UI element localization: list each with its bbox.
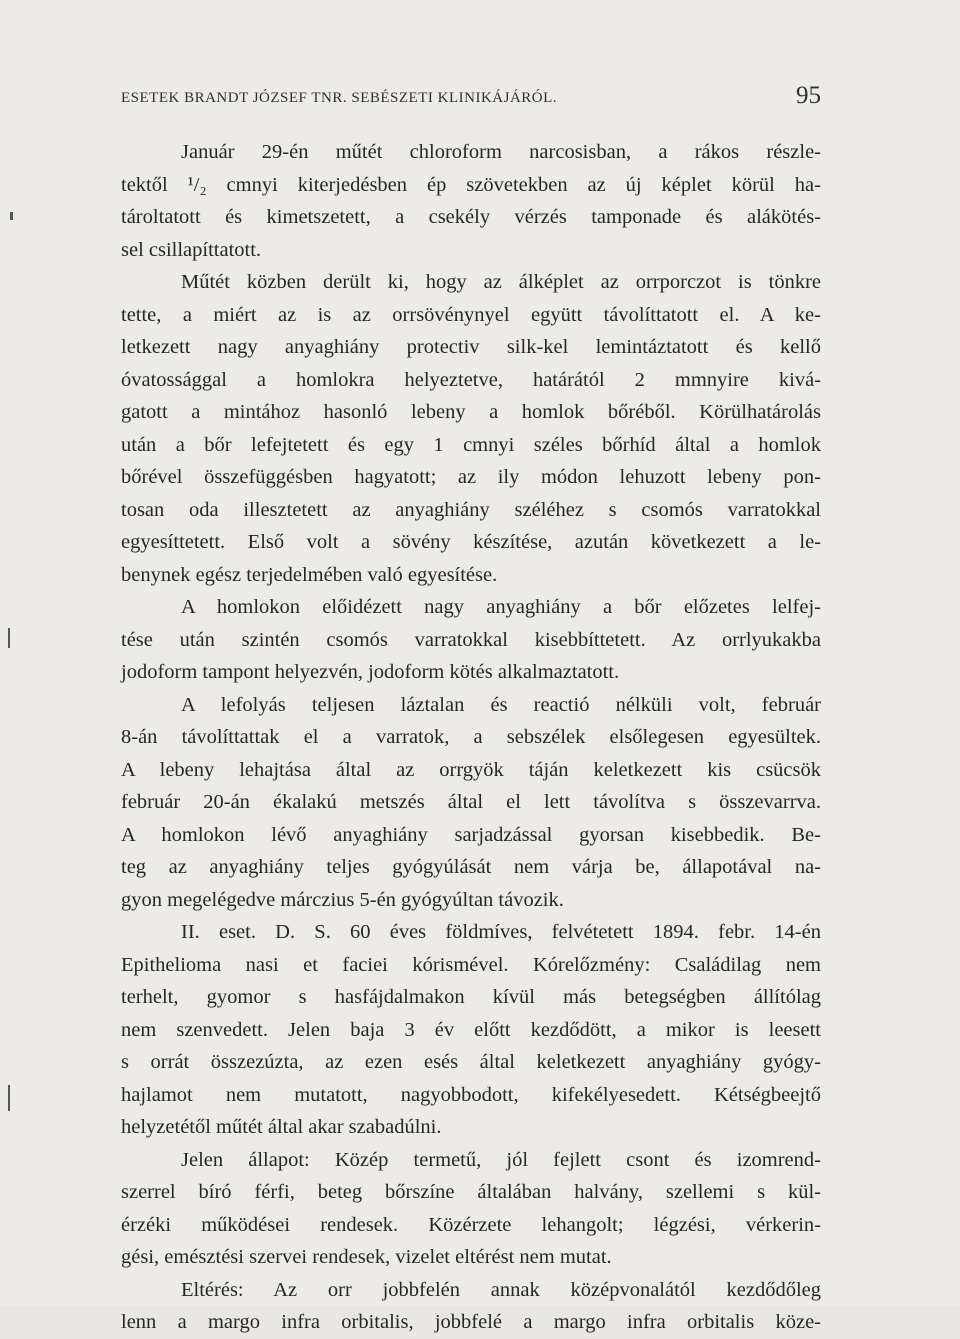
text-line: egyesíttetett. Első volt a sövény készítése, azután következett a le- [121,531,821,553]
text-line: s orrát összezúzta, az ezen esés által keletkezett anyaghiány gyógy- [121,1051,821,1073]
running-head: ESETEK BRANDT JÓZSEF TNR. SEBÉSZETI KLINIKÁJÁRÓL. [121,90,558,106]
text-line: után a bőr lefejtetett és egy 1 cmnyi széles bőrhíd által a homlok [121,433,821,456]
text-line: február 20-án ékalakú metszés által el lett távolítva s összevarrva. [121,791,821,813]
text-line: hajlamot nem mutatott, nagyobbodott, kifekélyesedett. Kétségbeejtő [121,1083,821,1106]
page-number: 95 [796,82,821,109]
text-line: gési, emésztési szervei rendesek, vizelet eltérést nem mutat. [121,1246,612,1268]
text-line: óvatossággal a homlokra helyeztetve, határától 2 mmnyire kivá- [121,368,821,391]
text-line: Műtét közben derült ki, hogy az álképlet az orrporczot is tönkre [181,271,821,293]
text-line: benynek egész terjedelmében való egyesítése. [121,563,498,586]
text-line: jodoform tampont helyezvén, jodoform kötés alkalmaztatott. [121,661,620,683]
text-line: helyzetétől műtét által akar szabadúlni. [121,1116,442,1138]
text-line: II. eset. D. S. 60 éves földmíves, felvétetett 1894. febr. 14-én [181,921,821,943]
text-line: sel csillapíttatott. [121,238,262,261]
text-line: érzéki működései rendesek. Közérzete lehangolt; légzési, vérkerin- [121,1213,821,1236]
text-line: Epithelioma nasi et faciei kórismével. Kórelőzmény: Családilag nem [121,953,821,976]
text-line: lenn a margo infra orbitalis, jobbfelé a margo infra orbitalis köze- [121,1311,821,1333]
text-line: tosan oda illesztetett az anyaghiány széléhez s csomós varratokkal [121,498,821,521]
text-line: szerrel bíró férfi, beteg bőrszíne általában halvány, szellemi s kül- [121,1181,821,1203]
text-line: bőrével összefüggésben hagyatott; az ily módon lehuzott lebeny pon- [121,466,821,488]
text-line: Január 29-én műtét chloroform narcosisban, a rákos részle- [181,141,821,163]
text-line: A homlokon előidézett nagy anyaghiány a bőr előzetes lelfej- [181,596,821,618]
text-line: letkezett nagy anyaghiány protectiv silk-kel lemintáztatott és kellő [121,336,821,358]
body-text [121,136,821,1339]
margin-mark [8,1085,10,1111]
text-line: A lefolyás teljesen láztalan és reactió nélküli volt, február [181,693,821,716]
text-line: tette, a miért az is az orrsövénynyel együtt távolíttatott el. A ke- [121,303,821,326]
text-line: tése után szintén csomós varratokkal kisebbíttetett. Az orrlyukakba [121,628,821,651]
text-line: A homlokon lévő anyaghiány sarjadzással gyorsan kisebbedik. Be- [121,823,821,846]
text-line: terhelt, gyomor s hasfájdalmakon kívül más betegségben állítólag [121,986,821,1008]
text-line: 8-án távolíttattak el a varratok, a sebszélek elsőlegesen egyesültek. [121,726,821,748]
margin-mark [10,212,13,220]
page-header [121,82,821,112]
text-line: tektől ¹/₂ cmnyi kiterjedésben ép szövetekben az új képlet körül ha- [121,173,821,196]
text-line: tároltatott és kimetszetett, a csekély vérzés tamponade és alákötés- [121,206,821,228]
text-line: A lebeny lehajtása által az orrgyök táján keletkezett kis csücsök [121,758,821,781]
text-line: Jelen állapot: Közép termetű, jól fejlett csont és izomrend- [181,1148,821,1171]
text-line: Eltérés: Az orr jobbfelén annak középvonalától kezdődőleg [181,1278,821,1301]
text-line: gyon megelégedve márczius 5-én gyógyúltan távozik. [121,888,564,911]
text-line: nem szenvedett. Jelen baja 3 év előtt kezdődött, a mikor is leesett [121,1018,821,1041]
text-line: gatott a mintához hasonló lebeny a homlok bőréből. Körülhatárolás [121,401,821,423]
margin-mark [8,628,10,648]
text-line: teg az anyaghiány teljes gyógyúlását nem várja be, állapotával na- [121,856,821,878]
